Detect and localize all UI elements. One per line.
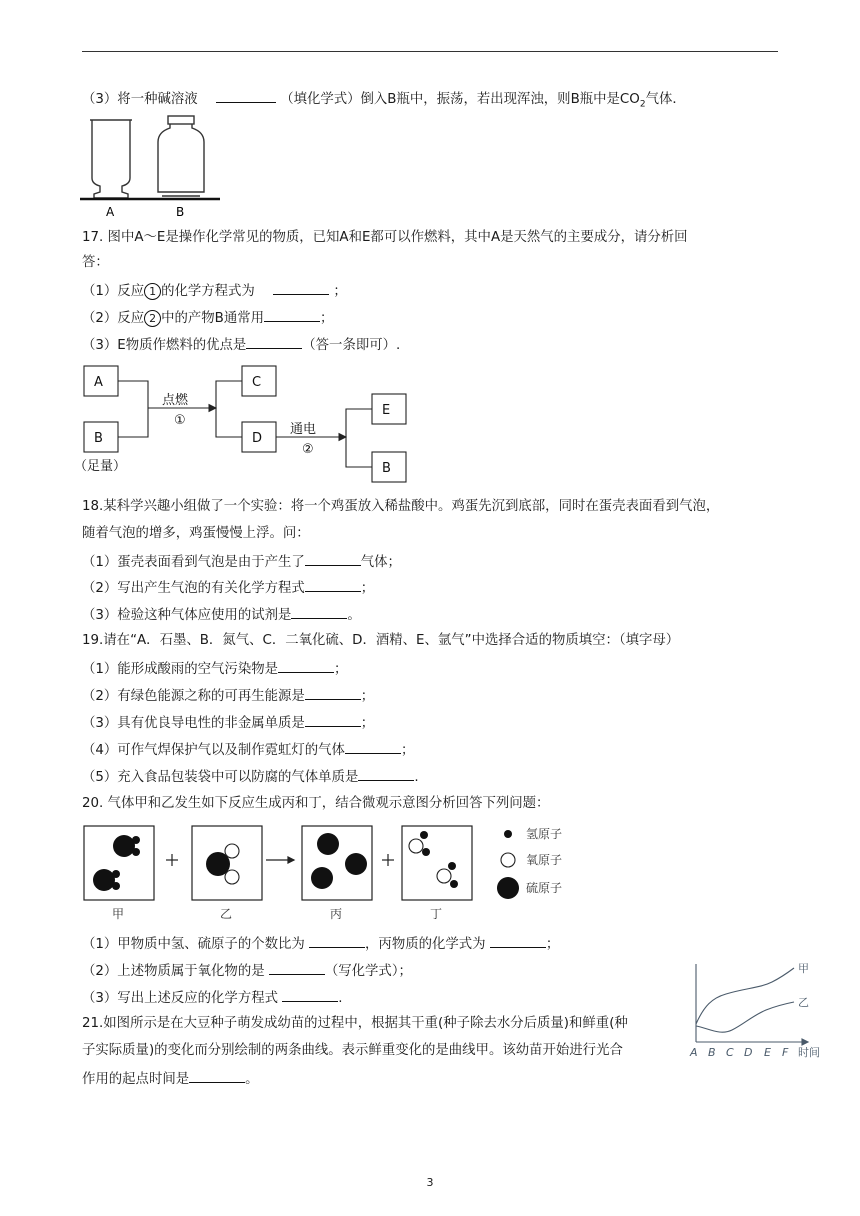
page-number: 3: [426, 1176, 434, 1189]
q19-item4: [82, 740, 414, 760]
q21-text-b: 。: [245, 1072, 259, 1087]
q20-item2-blank[interactable]: [269, 961, 325, 975]
q19-item5-text-a: （5）充入食品包装袋中可以防腐的气体单质是: [82, 770, 359, 785]
q17-item1-text-b: 的化学方程式为: [161, 284, 255, 299]
q16-item3-text-b: （填化学式）倒入B瓶中，振荡，若出现浑浊，则B瓶中是CO: [280, 92, 640, 107]
q20-item3: [82, 988, 343, 1008]
q19-item5-blank[interactable]: [358, 767, 414, 781]
q18-item2: [82, 578, 374, 598]
q19-item3: [82, 713, 374, 733]
q18-item1-text-b: 气体；: [360, 555, 401, 570]
q21-text-a: 作用的起点时间是: [82, 1072, 190, 1087]
q16-item3-text-c: 气体．: [645, 92, 686, 107]
reaction-flow-diagram: [74, 362, 410, 486]
panel-label-jia: 甲: [112, 907, 125, 921]
q17-item1-text-a: （1）反应: [82, 284, 145, 299]
q21-blank[interactable]: [189, 1069, 245, 1083]
arrow2-number: ②: [302, 442, 314, 457]
q19-item4-text-b: ；: [400, 743, 415, 758]
q20-stem: 20. 气体甲和乙发生如下反应生成丙和丁，结合微观示意图分析回答下列问题：: [82, 796, 550, 811]
q19-item5-text-b: .: [414, 770, 419, 785]
q18-item1-blank[interactable]: [305, 552, 361, 566]
molecule-diagram: [80, 822, 600, 926]
q17-item1: [82, 281, 347, 301]
arrow1-label: 点燃: [162, 393, 189, 408]
q19-item1: [82, 659, 347, 679]
bottle-b: [158, 116, 204, 196]
panel-ding: [402, 826, 472, 900]
box-a-label: A: [94, 375, 103, 390]
legend-oxygen: 氧原子: [526, 853, 563, 867]
q21-stem-3: [82, 1069, 259, 1089]
legend-hydrogen: 氢原子: [526, 827, 563, 841]
molecule-legend: [497, 827, 562, 899]
q20-item2-text-b: （写化学式）；: [324, 964, 412, 979]
q19-item1-text-a: （1）能形成酸雨的空气污染物是: [82, 662, 278, 677]
q19-item5: [82, 767, 419, 787]
q17-item3: [82, 335, 400, 355]
q17-stem-2: 答：: [82, 255, 109, 270]
box-c-label: C: [252, 375, 262, 390]
bottle-a: [90, 120, 132, 198]
box-e-label: E: [382, 403, 391, 418]
q17-item2: [82, 308, 333, 328]
bottles-figure: [80, 112, 220, 220]
q18-stem-1: 18.某科学兴趣小组做了一个实验：将一个鸡蛋放入稀盐酸中。鸡蛋先沉到底部，同时在蛋壳表面看到气泡，: [82, 499, 720, 514]
curve-jia-label: 甲: [798, 962, 809, 975]
q19-item3-text-a: （3）具有优良导电性的非金属单质是: [82, 716, 305, 731]
tick-b: B: [708, 1046, 716, 1059]
q19-item1-text-b: ；: [334, 662, 348, 677]
q18-item1-text-a: （1）蛋壳表面看到气泡是由于产生了: [82, 555, 305, 570]
curve-yi-label: 乙: [798, 996, 809, 1009]
bottle-b-label: B: [176, 205, 185, 219]
q19-item2-text-b: ；: [360, 689, 375, 704]
q17-item3-text-b: （答一条即可）.: [302, 338, 401, 353]
q18-item3-text-a: （3）检验这种气体应使用的试剂是: [82, 608, 292, 623]
q18-item3: [82, 605, 361, 625]
q20-item3-blank[interactable]: [282, 988, 338, 1002]
bing-atoms: [311, 833, 367, 889]
panel-label-yi: 乙: [220, 907, 233, 921]
q20-item2: [82, 961, 412, 981]
q19-item1-blank[interactable]: [278, 659, 334, 673]
legend-sulfur: 硫原子: [526, 881, 563, 895]
reaction-2-marker: 2: [144, 310, 161, 327]
q19-item4-text-a: （4）可作气焊保护气以及制作霓虹灯的气体: [82, 743, 345, 758]
q19-item3-text-b: ；: [360, 716, 375, 731]
q19-item3-blank[interactable]: [305, 713, 361, 727]
q18-item3-blank[interactable]: [291, 605, 347, 619]
curve-yi: [696, 1002, 794, 1032]
q18-item2-blank[interactable]: [305, 578, 361, 592]
box-b2-label: B: [382, 461, 391, 476]
tick-e: E: [764, 1046, 771, 1059]
q17-item3-blank[interactable]: [246, 335, 302, 349]
q17-item2-text-c: ；: [320, 311, 334, 326]
q16-item3: [82, 89, 686, 114]
q17-stem-1: 17. 图中A～E是操作化学常见的物质，已知A和E都可以作燃料，其中A是天然气的主要成分，请分析回: [82, 230, 688, 245]
tick-c: C: [726, 1046, 734, 1059]
time-axis-label: 时间: [798, 1046, 820, 1059]
excess-note: （足量）: [74, 459, 127, 474]
arrow2-label: 通电: [290, 422, 317, 437]
q17-item2-blank[interactable]: [264, 308, 320, 322]
co2-subscript: 2: [639, 99, 646, 110]
q18-item2-text-a: （2）写出产生气泡的有关化学方程式: [82, 581, 305, 596]
arrow1-number: ①: [174, 413, 186, 428]
q18-stem-2: 随着气泡的增多，鸡蛋慢慢上浮。问：: [82, 526, 310, 541]
curve-jia: [696, 968, 794, 1024]
reaction-1-marker: 1: [144, 283, 161, 300]
q19-item2: [82, 686, 374, 706]
panel-label-bing: 丙: [330, 907, 343, 921]
q20-item1-text-c: ；: [545, 937, 560, 952]
q20-item1-text-a: （1）甲物质中氢、硫原子的个数比为: [82, 937, 305, 952]
q18-item3-text-b: 。: [347, 608, 361, 623]
q19-stem: 19.请在“A．石墨、B．氮气、C．二氧化硫、D．酒精、E、氩气”中选择合适的物质填空：（填字母）: [82, 633, 680, 648]
panel-label-ding: 丁: [430, 907, 443, 921]
q18-item1: [82, 552, 401, 572]
q21-stem-1: 21.如图所示是在大豆种子萌发成幼苗的过程中，根据其干重(种子除去水分后质量)和鲜重(种: [82, 1016, 628, 1031]
yi-molecule: [206, 844, 239, 884]
tick-f: F: [782, 1046, 789, 1059]
q17-item1-blank[interactable]: [273, 281, 329, 295]
tick-d: D: [744, 1046, 753, 1059]
header-rule: [82, 51, 778, 52]
tick-a: A: [690, 1046, 698, 1059]
q20-item1-blank-1[interactable]: [309, 934, 365, 948]
q17-item3-text-a: （3）E物质作燃料的优点是: [82, 338, 247, 353]
q17-item2-text-b: 中的产物B通常用: [161, 311, 265, 326]
jia-molecules: [93, 835, 140, 891]
box-b-label: B: [94, 431, 103, 446]
bottle-a-label: A: [106, 205, 115, 219]
q20-item1: [82, 934, 559, 954]
q19-item2-blank[interactable]: [305, 686, 361, 700]
weight-curve-graph: [686, 958, 832, 1066]
ding-molecules: [409, 831, 458, 888]
q20-item1-blank-2[interactable]: [490, 934, 546, 948]
q20-item1-text-b: ，丙物质的化学式为: [365, 937, 486, 952]
q16-item3-blank[interactable]: [216, 89, 276, 103]
q17-item1-text-c: ；: [333, 284, 347, 299]
q20-item3-text-b: .: [338, 991, 343, 1006]
q19-item4-blank[interactable]: [345, 740, 401, 754]
q19-item2-text-a: （2）有绿色能源之称的可再生能源是: [82, 689, 305, 704]
q20-item2-text-a: （2）上述物质属于氧化物的是: [82, 964, 265, 979]
q16-item3-text-a: （3）将一种碱溶液: [82, 92, 198, 107]
q21-stem-2: 子实际质量)的变化而分别绘制的两条曲线。表示鲜重变化的是曲线甲。该幼苗开始进行光合: [82, 1043, 623, 1058]
box-d-label: D: [252, 431, 263, 446]
q20-item3-text-a: （3）写出上述反应的化学方程式: [82, 991, 278, 1006]
q17-item2-text-a: （2）反应: [82, 311, 145, 326]
q18-item2-text-b: ；: [360, 581, 375, 596]
